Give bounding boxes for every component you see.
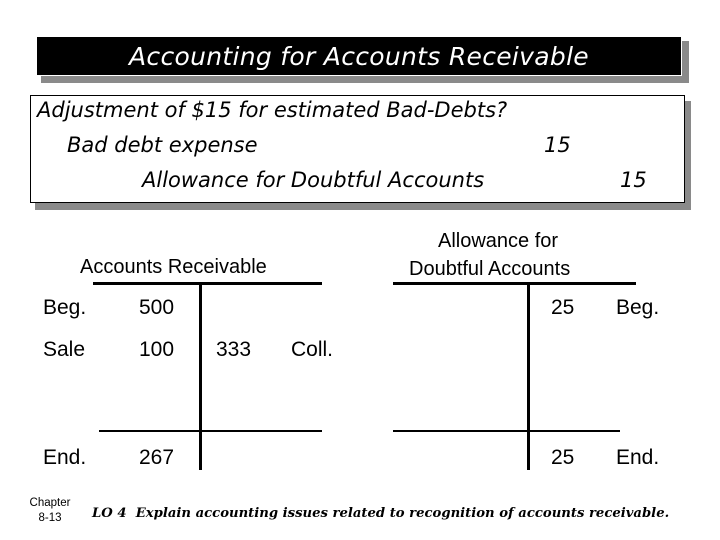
ar-end-debit: 267 xyxy=(139,446,175,469)
ar-balance-line xyxy=(99,430,322,432)
ar-end-label: End. xyxy=(43,446,87,469)
chapter-marker xyxy=(20,496,80,526)
allowance-balance-line xyxy=(393,430,620,432)
allowance-title-line2: Doubtful Accounts xyxy=(409,258,571,280)
ar-collection-credit: 333 xyxy=(216,338,252,361)
learning-objective-footer: LO 4 Explain accounting issues related to recognition of accounts receivable. xyxy=(92,506,670,521)
chapter-page: 8-13 xyxy=(38,512,62,524)
debit-account: Bad debt expense xyxy=(67,133,258,157)
allowance-end-label: End. xyxy=(616,446,660,469)
debit-amount: 15 xyxy=(544,133,571,157)
credit-amount: 15 xyxy=(620,168,647,192)
allowance-t-vertical-line xyxy=(527,284,530,470)
ar-beg-label: Beg. xyxy=(43,296,87,319)
journal-entry-box xyxy=(30,95,685,203)
allowance-end-credit: 25 xyxy=(551,446,575,469)
slide-title: Accounting for Accounts Receivable xyxy=(129,41,589,71)
ar-sale-label: Sale xyxy=(43,338,86,361)
ar-beg-debit: 500 xyxy=(139,296,175,319)
chapter-label: Chapter xyxy=(29,497,71,509)
title-banner xyxy=(36,36,682,76)
ar-collection-label: Coll. xyxy=(291,338,334,361)
ar-account-title: Accounts Receivable xyxy=(80,256,267,278)
entry-question: Adjustment of $15 for estimated Bad-Debts? xyxy=(37,98,508,122)
allowance-title-line1: Allowance for xyxy=(438,230,559,252)
credit-account: Allowance for Doubtful Accounts xyxy=(142,168,485,192)
allowance-beg-credit: 25 xyxy=(551,296,575,319)
allowance-t-top-line xyxy=(393,282,636,285)
ar-sale-debit: 100 xyxy=(139,338,175,361)
allowance-beg-label: Beg. xyxy=(616,296,660,319)
ar-t-top-line xyxy=(93,282,322,285)
ar-t-vertical-line xyxy=(199,284,202,470)
